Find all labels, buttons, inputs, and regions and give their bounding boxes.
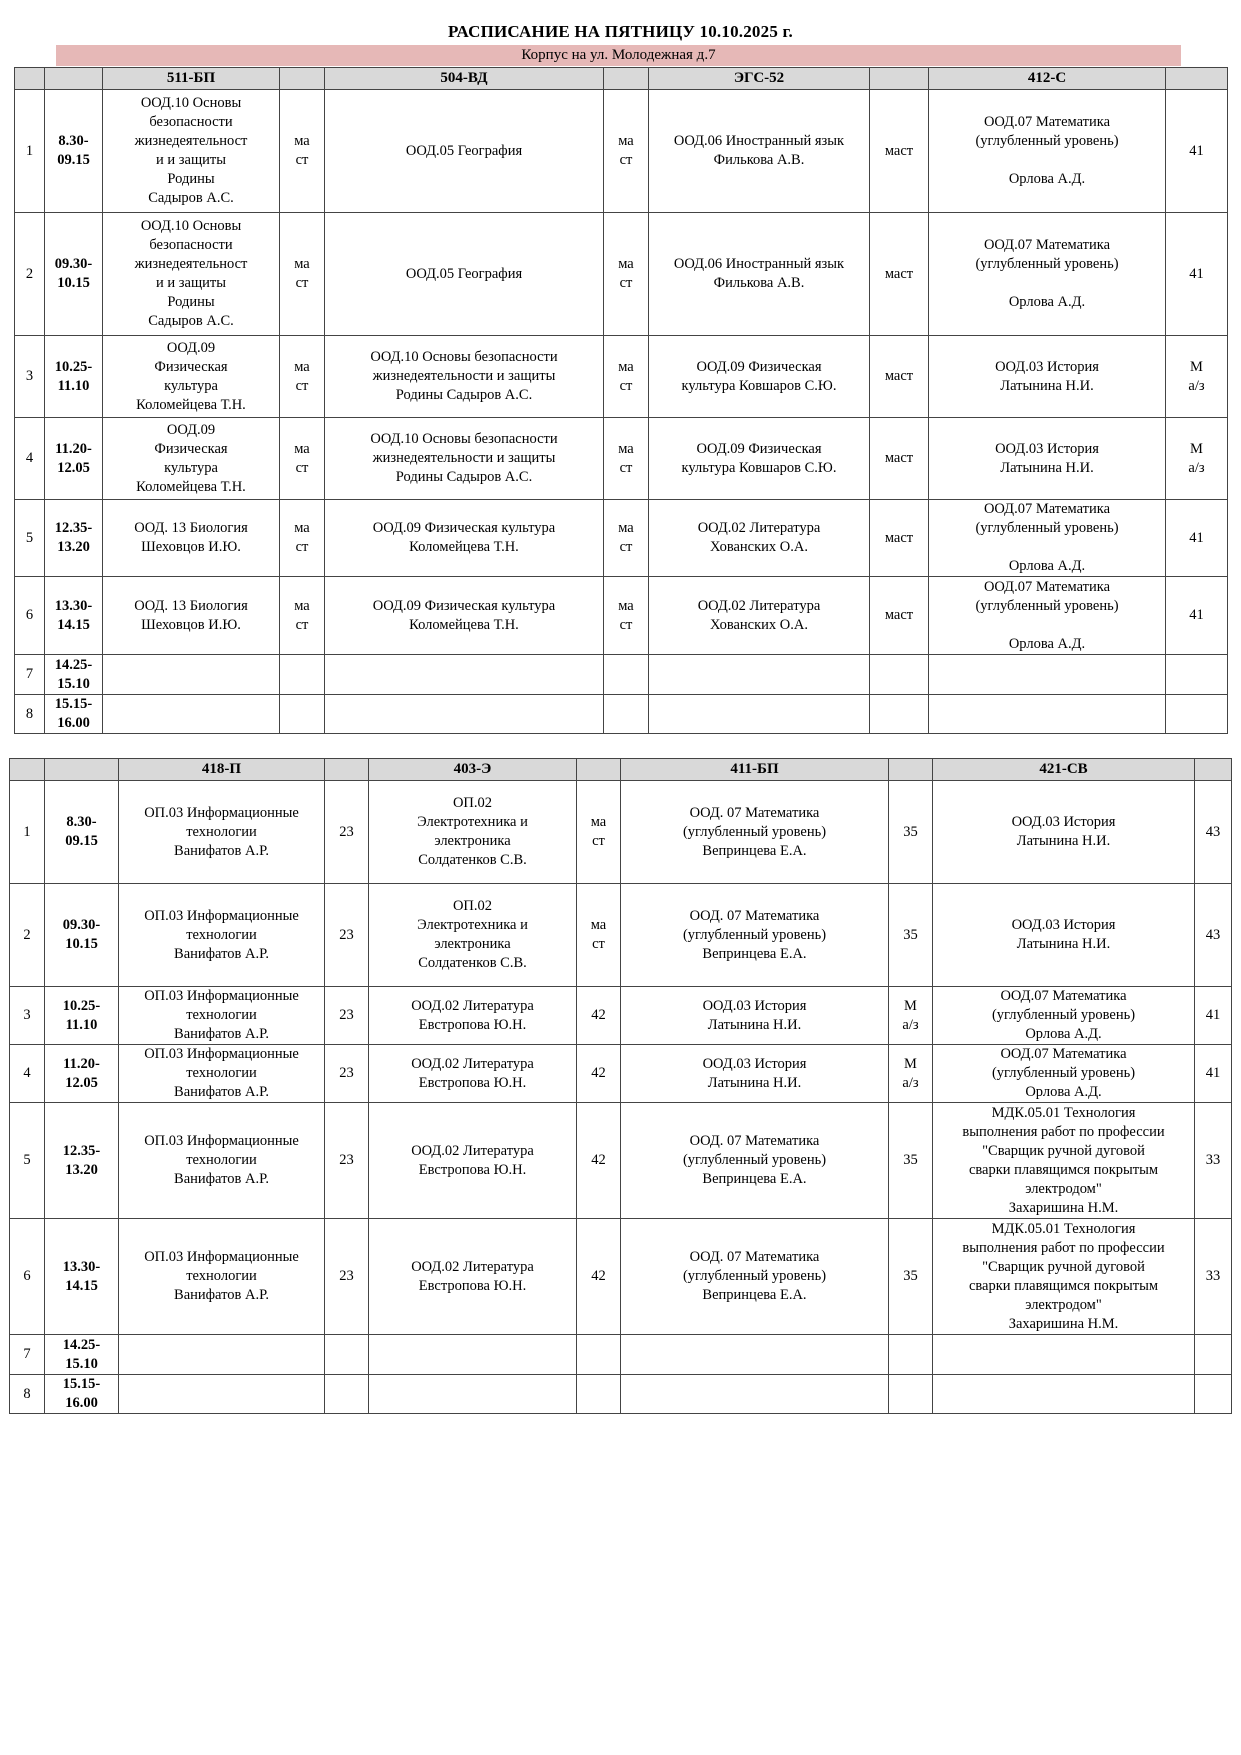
lesson-subject: ООД.03 История Латынина Н.И. xyxy=(929,336,1166,418)
lesson-subject xyxy=(103,695,280,734)
lesson-room: 23 xyxy=(325,987,369,1045)
lesson-subject: ООД.07 Математика (углубленный уровень) Орлова А.Д. xyxy=(933,1045,1195,1103)
lesson-number: 6 xyxy=(10,1219,45,1335)
group-header: 418-П xyxy=(119,759,325,781)
lesson-number: 2 xyxy=(10,884,45,987)
lesson-time: 09.30- 10.15 xyxy=(45,213,103,336)
lesson-time: 8.30- 09.15 xyxy=(45,781,119,884)
lesson-room: ма ст xyxy=(280,418,325,500)
table-row xyxy=(15,655,1228,695)
lesson-room: М а/з xyxy=(1166,336,1228,418)
lesson-subject: ООД.06 Иностранный язык Филькова А.В. xyxy=(649,213,870,336)
lesson-room: ма ст xyxy=(280,90,325,213)
lesson-subject: ОП.03 Информационные технологии Ванифатов А.Р. xyxy=(119,1219,325,1335)
lesson-room: ма ст xyxy=(604,213,649,336)
group-header: ЭГС-52 xyxy=(649,68,870,90)
header-empty xyxy=(604,68,649,90)
header-empty xyxy=(870,68,929,90)
header-empty xyxy=(889,759,933,781)
building-subtitle: Корпус на ул. Молодежная д.7 xyxy=(56,45,1181,66)
lesson-subject: ООД. 07 Математика (углубленный уровень) Вепринцева Е.А. xyxy=(621,1103,889,1219)
lesson-subject: МДК.05.01 Технология выполнения работ по профессии "Сварщик ручной дуговой сварки плавящимся покрытым электродом" Захаришина Н.М. xyxy=(933,1103,1195,1219)
lesson-subject: ООД. 07 Математика (углубленный уровень) Вепринцева Е.А. xyxy=(621,1219,889,1335)
lesson-room: маст xyxy=(870,500,929,577)
lesson-subject: ООД.05 География xyxy=(325,213,604,336)
lesson-room: 43 xyxy=(1195,884,1232,987)
lesson-subject: ООД.06 Иностранный язык Филькова А.В. xyxy=(649,90,870,213)
lesson-room: М а/з xyxy=(1166,418,1228,500)
lesson-room xyxy=(604,655,649,695)
lesson-room: ма ст xyxy=(280,336,325,418)
lesson-room: 42 xyxy=(577,1045,621,1103)
lesson-room: 23 xyxy=(325,1103,369,1219)
lesson-time: 14.25- 15.10 xyxy=(45,1335,119,1375)
lesson-subject: ООД.10 Основы безопасности жизнедеятельност и и защиты Родины Садыров А.С. xyxy=(103,213,280,336)
lesson-room: ма ст xyxy=(280,213,325,336)
lesson-room xyxy=(870,655,929,695)
lesson-number: 6 xyxy=(15,577,45,655)
lesson-subject xyxy=(933,1375,1195,1414)
lesson-subject: ООД.10 Основы безопасности жизнедеятельности и защиты Родины Садыров А.С. xyxy=(325,418,604,500)
header-empty xyxy=(577,759,621,781)
lesson-room: ма ст xyxy=(280,500,325,577)
lesson-number: 3 xyxy=(10,987,45,1045)
lesson-time: 13.30- 14.15 xyxy=(45,1219,119,1335)
lesson-subject xyxy=(325,695,604,734)
lesson-subject: ООД.02 Литература Евстропова Ю.Н. xyxy=(369,1045,577,1103)
lesson-subject: ООД. 07 Математика (углубленный уровень) Вепринцева Е.А. xyxy=(621,884,889,987)
lesson-subject: ООД.07 Математика (углубленный уровень) Орлова А.Д. xyxy=(929,577,1166,655)
lesson-room: 42 xyxy=(577,1103,621,1219)
lesson-room: 33 xyxy=(1195,1103,1232,1219)
lesson-time: 12.35- 13.20 xyxy=(45,500,103,577)
lesson-subject xyxy=(621,1375,889,1414)
header-empty xyxy=(1166,68,1228,90)
lesson-time: 15.15- 16.00 xyxy=(45,1375,119,1414)
lesson-subject xyxy=(929,655,1166,695)
lesson-subject xyxy=(621,1335,889,1375)
lesson-room xyxy=(1195,1335,1232,1375)
lesson-room: ма ст xyxy=(604,577,649,655)
lesson-subject: ОП.03 Информационные технологии Ванифатов А.Р. xyxy=(119,1045,325,1103)
lesson-subject xyxy=(649,655,870,695)
table-row xyxy=(10,781,1232,884)
header-empty xyxy=(280,68,325,90)
lesson-subject: ООД.07 Математика (углубленный уровень) Орлова А.Д. xyxy=(929,90,1166,213)
lesson-time: 10.25- 11.10 xyxy=(45,987,119,1045)
page-title: РАСПИСАНИЕ НА ПЯТНИЦУ 10.10.2025 г. xyxy=(448,22,793,41)
lesson-room xyxy=(280,695,325,734)
lesson-subject xyxy=(119,1335,325,1375)
lesson-subject: ООД.05 География xyxy=(325,90,604,213)
table-row xyxy=(15,418,1228,500)
lesson-room: 43 xyxy=(1195,781,1232,884)
lesson-room: ма ст xyxy=(280,577,325,655)
header-empty xyxy=(45,68,103,90)
lesson-number: 3 xyxy=(15,336,45,418)
lesson-subject: ООД.07 Математика (углубленный уровень) Орлова А.Д. xyxy=(929,500,1166,577)
lesson-room xyxy=(1195,1375,1232,1414)
table-header-row xyxy=(10,759,1232,781)
lesson-room xyxy=(604,695,649,734)
lesson-subject: ОП.03 Информационные технологии Ванифатов А.Р. xyxy=(119,1103,325,1219)
group-header: 403-Э xyxy=(369,759,577,781)
lesson-subject: ООД. 13 Биология Шеховцов И.Ю. xyxy=(103,577,280,655)
lesson-room: маст xyxy=(870,418,929,500)
table-row xyxy=(15,695,1228,734)
lesson-time: 8.30- 09.15 xyxy=(45,90,103,213)
lesson-number: 8 xyxy=(15,695,45,734)
lesson-room xyxy=(325,1335,369,1375)
lesson-number: 5 xyxy=(10,1103,45,1219)
lesson-subject: ОП.03 Информационные технологии Ванифатов А.Р. xyxy=(119,781,325,884)
lesson-room: 42 xyxy=(577,1219,621,1335)
lesson-room xyxy=(577,1375,621,1414)
lesson-time: 15.15- 16.00 xyxy=(45,695,103,734)
lesson-room xyxy=(889,1375,933,1414)
lesson-number: 4 xyxy=(15,418,45,500)
lesson-number: 1 xyxy=(15,90,45,213)
lesson-subject: ООД.03 История Латынина Н.И. xyxy=(933,884,1195,987)
lesson-room: 23 xyxy=(325,781,369,884)
lesson-room: 35 xyxy=(889,1103,933,1219)
lesson-subject: ООД.02 Литература Евстропова Ю.Н. xyxy=(369,987,577,1045)
lesson-room: 33 xyxy=(1195,1219,1232,1335)
lesson-time: 12.35- 13.20 xyxy=(45,1103,119,1219)
lesson-room: 41 xyxy=(1195,1045,1232,1103)
header-empty xyxy=(45,759,119,781)
lesson-room xyxy=(1166,695,1228,734)
lesson-room xyxy=(280,655,325,695)
lesson-time: 10.25- 11.10 xyxy=(45,336,103,418)
lesson-room xyxy=(870,695,929,734)
lesson-room: 42 xyxy=(577,987,621,1045)
schedule-table-1 xyxy=(14,67,1228,734)
lesson-number: 8 xyxy=(10,1375,45,1414)
lesson-subject: ООД.02 Литература Хованских О.А. xyxy=(649,577,870,655)
group-header: 511-БП xyxy=(103,68,280,90)
lesson-subject: ООД.03 История Латынина Н.И. xyxy=(621,987,889,1045)
table-row xyxy=(15,90,1228,213)
lesson-subject xyxy=(103,655,280,695)
lesson-subject: ООД.02 Литература Евстропова Ю.Н. xyxy=(369,1103,577,1219)
lesson-subject: ООД.09 Физическая культура Коломейцева Т.Н. xyxy=(103,336,280,418)
lesson-room: 35 xyxy=(889,781,933,884)
lesson-time: 09.30- 10.15 xyxy=(45,884,119,987)
lesson-room: маст xyxy=(870,336,929,418)
lesson-room xyxy=(889,1335,933,1375)
lesson-room: ма ст xyxy=(577,781,621,884)
lesson-room: 35 xyxy=(889,1219,933,1335)
table-row xyxy=(15,500,1228,577)
lesson-room: 41 xyxy=(1166,213,1228,336)
lesson-number: 4 xyxy=(10,1045,45,1103)
lesson-room: ма ст xyxy=(604,500,649,577)
lesson-subject: ОП.03 Информационные технологии Ванифатов А.Р. xyxy=(119,884,325,987)
lesson-subject xyxy=(325,655,604,695)
lesson-subject: ООД.03 История Латынина Н.И. xyxy=(933,781,1195,884)
lesson-subject: ООД.03 История Латынина Н.И. xyxy=(929,418,1166,500)
lesson-subject: ОП.02 Электротехника и электроника Солдатенков С.В. xyxy=(369,781,577,884)
lesson-room: 41 xyxy=(1166,90,1228,213)
lesson-subject xyxy=(933,1335,1195,1375)
lesson-subject: ООД. 07 Математика (углубленный уровень) Вепринцева Е.А. xyxy=(621,781,889,884)
table-row xyxy=(10,1103,1232,1219)
lesson-subject: ОП.03 Информационные технологии Ванифатов А.Р. xyxy=(119,987,325,1045)
lesson-room: маст xyxy=(870,577,929,655)
lesson-subject: ООД.09 Физическая культура Ковшаров С.Ю. xyxy=(649,418,870,500)
schedule-table-2 xyxy=(9,758,1232,1414)
lesson-room: маст xyxy=(870,213,929,336)
table-row xyxy=(10,1335,1232,1375)
lesson-subject: ООД.07 Математика (углубленный уровень) Орлова А.Д. xyxy=(929,213,1166,336)
lesson-subject: ООД.02 Литература Евстропова Ю.Н. xyxy=(369,1219,577,1335)
lesson-subject: ООД.02 Литература Хованских О.А. xyxy=(649,500,870,577)
lesson-room: 23 xyxy=(325,1045,369,1103)
lesson-number: 7 xyxy=(15,655,45,695)
lesson-room: 23 xyxy=(325,1219,369,1335)
lesson-subject: ООД.09 Физическая культура Коломейцева Т.Н. xyxy=(325,577,604,655)
table-row xyxy=(10,987,1232,1045)
lesson-room: 23 xyxy=(325,884,369,987)
table-row xyxy=(15,213,1228,336)
lesson-room: маст xyxy=(870,90,929,213)
lesson-subject: ООД.10 Основы безопасности жизнедеятельност и и защиты Родины Садыров А.С. xyxy=(103,90,280,213)
lesson-room: М а/з xyxy=(889,1045,933,1103)
group-header: 412-С xyxy=(929,68,1166,90)
lesson-subject: ОП.02 Электротехника и электроника Солдатенков С.В. xyxy=(369,884,577,987)
lesson-subject: ООД.09 Физическая культура Коломейцева Т.Н. xyxy=(103,418,280,500)
table-row xyxy=(10,1375,1232,1414)
lesson-subject: ООД.10 Основы безопасности жизнедеятельности и защиты Родины Садыров А.С. xyxy=(325,336,604,418)
lesson-subject xyxy=(369,1335,577,1375)
lesson-room: 41 xyxy=(1166,500,1228,577)
lesson-time: 11.20- 12.05 xyxy=(45,1045,119,1103)
table-row xyxy=(15,577,1228,655)
lesson-subject: ООД.09 Физическая культура Коломейцева Т.Н. xyxy=(325,500,604,577)
lesson-time: 14.25- 15.10 xyxy=(45,655,103,695)
lesson-time: 13.30- 14.15 xyxy=(45,577,103,655)
lesson-subject: ООД.09 Физическая культура Ковшаров С.Ю. xyxy=(649,336,870,418)
lesson-room xyxy=(577,1335,621,1375)
lesson-subject: МДК.05.01 Технология выполнения работ по профессии "Сварщик ручной дуговой сварки плавящимся покрытым электродом" Захаришина Н.М. xyxy=(933,1219,1195,1335)
lesson-subject: ООД.07 Математика (углубленный уровень) Орлова А.Д. xyxy=(933,987,1195,1045)
group-header: 504-ВД xyxy=(325,68,604,90)
lesson-room: ма ст xyxy=(604,336,649,418)
group-header: 411-БП xyxy=(621,759,889,781)
header-empty xyxy=(325,759,369,781)
lesson-subject xyxy=(369,1375,577,1414)
group-header: 421-СВ xyxy=(933,759,1195,781)
lesson-room xyxy=(1166,655,1228,695)
table-row xyxy=(15,336,1228,418)
lesson-subject xyxy=(649,695,870,734)
lesson-subject xyxy=(119,1375,325,1414)
lesson-number: 7 xyxy=(10,1335,45,1375)
table-row xyxy=(10,884,1232,987)
lesson-room: ма ст xyxy=(604,418,649,500)
lesson-number: 5 xyxy=(15,500,45,577)
lesson-subject: ООД.03 История Латынина Н.И. xyxy=(621,1045,889,1103)
header-empty xyxy=(15,68,45,90)
lesson-room: М а/з xyxy=(889,987,933,1045)
lesson-room: 41 xyxy=(1166,577,1228,655)
table-row xyxy=(10,1045,1232,1103)
header-empty xyxy=(10,759,45,781)
lesson-number: 1 xyxy=(10,781,45,884)
header-empty xyxy=(1195,759,1232,781)
lesson-room: ма ст xyxy=(577,884,621,987)
lesson-number: 2 xyxy=(15,213,45,336)
lesson-subject xyxy=(929,695,1166,734)
table-row xyxy=(10,1219,1232,1335)
lesson-room: ма ст xyxy=(604,90,649,213)
lesson-room xyxy=(325,1375,369,1414)
lesson-room: 41 xyxy=(1195,987,1232,1045)
lesson-subject: ООД. 13 Биология Шеховцов И.Ю. xyxy=(103,500,280,577)
lesson-time: 11.20- 12.05 xyxy=(45,418,103,500)
lesson-room: 35 xyxy=(889,884,933,987)
table-header-row xyxy=(15,68,1228,90)
